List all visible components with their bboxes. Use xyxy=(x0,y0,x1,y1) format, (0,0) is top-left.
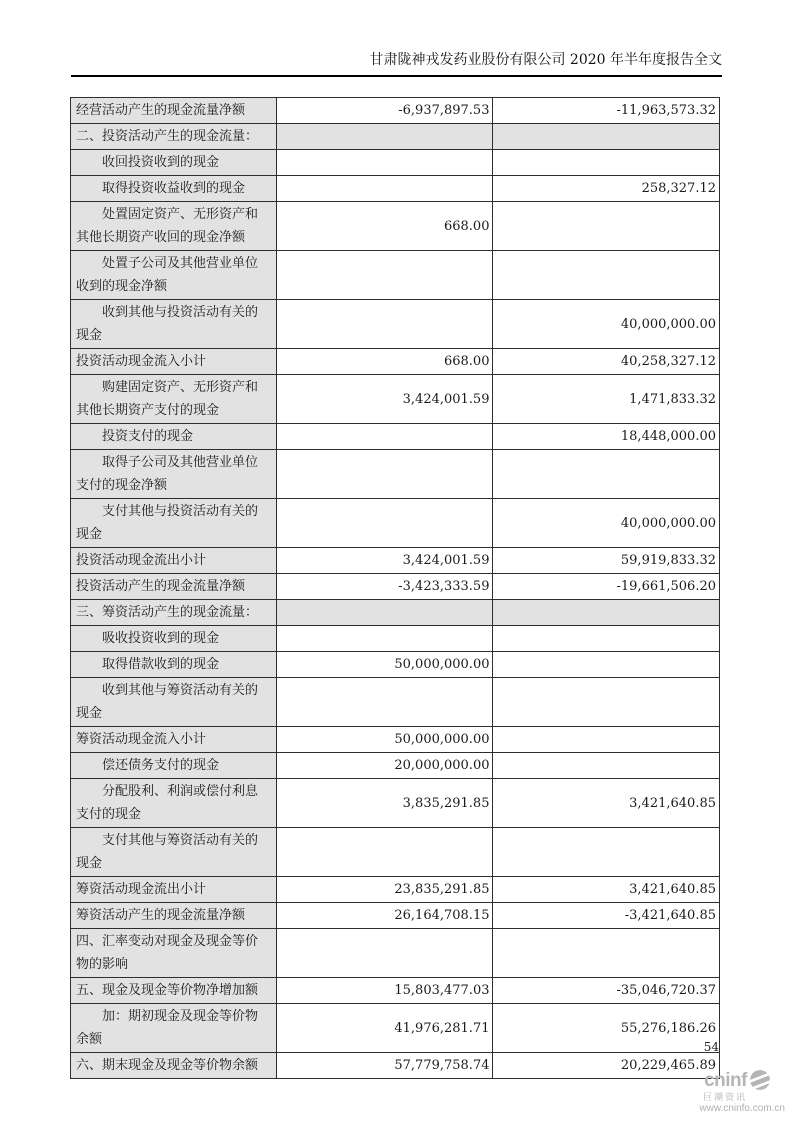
table-row xyxy=(71,1004,720,1053)
prior-period-value-cell xyxy=(493,600,720,626)
current-period-value-cell xyxy=(276,424,493,450)
logo-wordmark xyxy=(699,1069,771,1091)
current-period-value-cell: -6,937,897.53 xyxy=(276,98,493,124)
current-period-value-cell: 3,424,001.59 xyxy=(276,375,493,424)
table-row xyxy=(71,978,720,1004)
prior-period-value-cell xyxy=(493,727,720,753)
prior-period-value-cell xyxy=(493,652,720,678)
row-label-cell: 投资活动现金流入小计 xyxy=(71,349,277,375)
prior-period-value-cell xyxy=(493,202,720,251)
table-row xyxy=(71,753,720,779)
current-period-value-cell: 50,000,000.00 xyxy=(276,727,493,753)
row-label-cell: 经营活动产生的现金流量净额 xyxy=(71,98,277,124)
prior-period-value-cell: 3,421,640.85 xyxy=(493,779,720,828)
table-row xyxy=(71,652,720,678)
current-period-value-cell: 3,424,001.59 xyxy=(276,548,493,574)
prior-period-value-cell xyxy=(493,626,720,652)
prior-period-value-cell xyxy=(493,251,720,300)
current-period-value-cell xyxy=(276,929,493,978)
row-label-cell: 支付其他与投资活动有关的现金 xyxy=(71,499,277,548)
logo-caption: 巨潮资讯 xyxy=(702,1092,747,1102)
current-period-value-cell: -3,423,333.59 xyxy=(276,574,493,600)
header-title: 甘肃陇神戎发药业股份有限公司 2020 年半年度报告全文 xyxy=(369,52,722,68)
prior-period-value-cell: 3,421,640.85 xyxy=(493,877,720,903)
row-label-cell: 取得投资收益收到的现金 xyxy=(71,176,277,202)
prior-period-value-cell: -19,661,506.20 xyxy=(493,574,720,600)
page-header xyxy=(71,50,722,77)
row-label-cell: 二、投资活动产生的现金流量： xyxy=(71,124,277,150)
page-number: 54 xyxy=(703,1040,719,1054)
current-period-value-cell xyxy=(276,626,493,652)
row-label-cell: 收回投资收到的现金 xyxy=(71,150,277,176)
current-period-value-cell xyxy=(276,124,493,150)
prior-period-value-cell xyxy=(493,124,720,150)
current-period-value-cell xyxy=(276,251,493,300)
row-label-cell: 吸收投资收到的现金 xyxy=(71,626,277,652)
section-header-row xyxy=(71,124,720,150)
table-row xyxy=(71,727,720,753)
prior-period-value-cell: 18,448,000.00 xyxy=(493,424,720,450)
prior-period-value-cell xyxy=(493,678,720,727)
current-period-value-cell xyxy=(276,600,493,626)
prior-period-value-cell: 40,258,327.12 xyxy=(493,349,720,375)
row-label-cell: 购建固定资产、无形资产和其他长期资产支付的现金 xyxy=(71,375,277,424)
row-label-cell: 筹资活动现金流出小计 xyxy=(71,877,277,903)
row-label-cell: 筹资活动现金流入小计 xyxy=(71,727,277,753)
row-label-cell: 投资活动现金流出小计 xyxy=(71,548,277,574)
cash-flow-table-body xyxy=(71,98,720,1079)
prior-period-value-cell: 258,327.12 xyxy=(493,176,720,202)
current-period-value-cell: 668.00 xyxy=(276,349,493,375)
table-row xyxy=(71,98,720,124)
table-row xyxy=(71,499,720,548)
cninfo-logo xyxy=(699,1069,785,1114)
row-label-cell: 投资支付的现金 xyxy=(71,424,277,450)
row-label-cell: 四、汇率变动对现金及现金等价物的影响 xyxy=(71,929,277,978)
current-period-value-cell xyxy=(276,450,493,499)
row-label-cell: 分配股利、利润或偿付利息支付的现金 xyxy=(71,779,277,828)
current-period-value-cell xyxy=(276,828,493,877)
row-label-cell: 三、筹资活动产生的现金流量： xyxy=(71,600,277,626)
row-label-cell: 加：期初现金及现金等价物余额 xyxy=(71,1004,277,1053)
table-row xyxy=(71,424,720,450)
prior-period-value-cell: 1,471,833.32 xyxy=(493,375,720,424)
prior-period-value-cell: 20,229,465.89 xyxy=(493,1053,720,1079)
current-period-value-cell xyxy=(276,176,493,202)
current-period-value-cell: 57,779,758.74 xyxy=(276,1053,493,1079)
current-period-value-cell: 41,976,281.71 xyxy=(276,1004,493,1053)
prior-period-value-cell: -11,963,573.32 xyxy=(493,98,720,124)
current-period-value-cell: 15,803,477.03 xyxy=(276,978,493,1004)
section-header-row xyxy=(71,600,720,626)
row-label-cell: 收到其他与筹资活动有关的现金 xyxy=(71,678,277,727)
cash-flow-table xyxy=(70,97,720,1079)
prior-period-value-cell: -35,046,720.37 xyxy=(493,978,720,1004)
prior-period-value-cell: -3,421,640.85 xyxy=(493,903,720,929)
prior-period-value-cell: 55,276,186.26 xyxy=(493,1004,720,1053)
table-row xyxy=(71,1053,720,1079)
table-row xyxy=(71,300,720,349)
table-row xyxy=(71,450,720,499)
row-label-cell: 处置子公司及其他营业单位收到的现金净额 xyxy=(71,251,277,300)
current-period-value-cell xyxy=(276,499,493,548)
table-row xyxy=(71,548,720,574)
table-row xyxy=(71,877,720,903)
table-row xyxy=(71,150,720,176)
table-row xyxy=(71,176,720,202)
prior-period-value-cell xyxy=(493,929,720,978)
prior-period-value-cell: 40,000,000.00 xyxy=(493,300,720,349)
table-row xyxy=(71,678,720,727)
prior-period-value-cell xyxy=(493,828,720,877)
prior-period-value-cell: 40,000,000.00 xyxy=(493,499,720,548)
current-period-value-cell xyxy=(276,300,493,349)
current-period-value-cell: 50,000,000.00 xyxy=(276,652,493,678)
current-period-value-cell: 3,835,291.85 xyxy=(276,779,493,828)
table-row xyxy=(71,903,720,929)
table-row xyxy=(71,349,720,375)
current-period-value-cell: 668.00 xyxy=(276,202,493,251)
current-period-value-cell xyxy=(276,678,493,727)
current-period-value-cell: 26,164,708.15 xyxy=(276,903,493,929)
table-row xyxy=(71,929,720,978)
table-row xyxy=(71,828,720,877)
prior-period-value-cell xyxy=(493,150,720,176)
table-row xyxy=(71,375,720,424)
row-label-cell: 偿还债务支付的现金 xyxy=(71,753,277,779)
row-label-cell: 支付其他与筹资活动有关的现金 xyxy=(71,828,277,877)
row-label-cell: 投资活动产生的现金流量净额 xyxy=(71,574,277,600)
table-row xyxy=(71,626,720,652)
cninfo-swirl-icon xyxy=(749,1069,771,1091)
current-period-value-cell: 23,835,291.85 xyxy=(276,877,493,903)
row-label-cell: 取得子公司及其他营业单位支付的现金净额 xyxy=(71,450,277,499)
table-row xyxy=(71,574,720,600)
prior-period-value-cell xyxy=(493,753,720,779)
row-label-cell: 取得借款收到的现金 xyxy=(71,652,277,678)
row-label-cell: 筹资活动产生的现金流量净额 xyxy=(71,903,277,929)
row-label-cell: 收到其他与投资活动有关的现金 xyxy=(71,300,277,349)
table-row xyxy=(71,202,720,251)
row-label-cell: 处置固定资产、无形资产和其他长期资产收回的现金净额 xyxy=(71,202,277,251)
logo-url: www.cninfo.com.cn xyxy=(699,1103,785,1114)
prior-period-value-cell xyxy=(493,450,720,499)
prior-period-value-cell: 59,919,833.32 xyxy=(493,548,720,574)
logo-text: cninf xyxy=(704,1069,747,1091)
table-row xyxy=(71,251,720,300)
current-period-value-cell xyxy=(276,150,493,176)
current-period-value-cell: 20,000,000.00 xyxy=(276,753,493,779)
row-label-cell: 六、期末现金及现金等价物余额 xyxy=(71,1053,277,1079)
table-row xyxy=(71,779,720,828)
row-label-cell: 五、现金及现金等价物净增加额 xyxy=(71,978,277,1004)
